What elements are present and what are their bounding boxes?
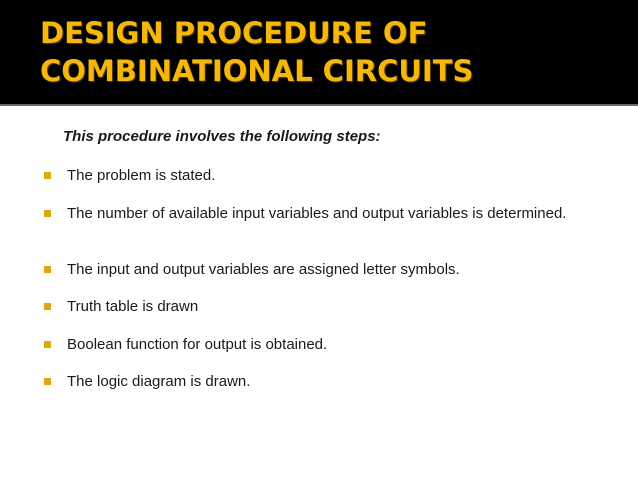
- step-item: [44, 261, 604, 279]
- step-item: [44, 298, 604, 316]
- step-item: [44, 205, 604, 223]
- step-text: The input and output variables are assigned letter symbols.: [67, 261, 460, 278]
- square-bullet-icon: [44, 172, 51, 179]
- step-item: [44, 336, 604, 354]
- title-band: [0, 0, 638, 104]
- step-text: The number of available input variables and output variables is determined.: [67, 205, 567, 222]
- square-bullet-icon: [44, 378, 51, 385]
- step-item: [44, 373, 604, 391]
- square-bullet-icon: [44, 341, 51, 348]
- title-divider: [0, 104, 638, 106]
- step-text: Boolean function for output is obtained.: [67, 336, 328, 353]
- intro-text: This procedure involves the following steps:: [63, 128, 381, 145]
- step-text: The logic diagram is drawn.: [67, 373, 251, 390]
- square-bullet-icon: [44, 210, 51, 217]
- slide-title-line-1: DESIGN PROCEDURE OF: [40, 16, 428, 50]
- square-bullet-icon: [44, 266, 51, 273]
- step-text: Truth table is drawn: [67, 298, 199, 315]
- slide-title-line-2: COMBINATIONAL CIRCUITS: [40, 54, 474, 88]
- step-item: [44, 167, 604, 185]
- square-bullet-icon: [44, 303, 51, 310]
- slide-title: [40, 14, 630, 90]
- step-text: The problem is stated.: [67, 167, 216, 184]
